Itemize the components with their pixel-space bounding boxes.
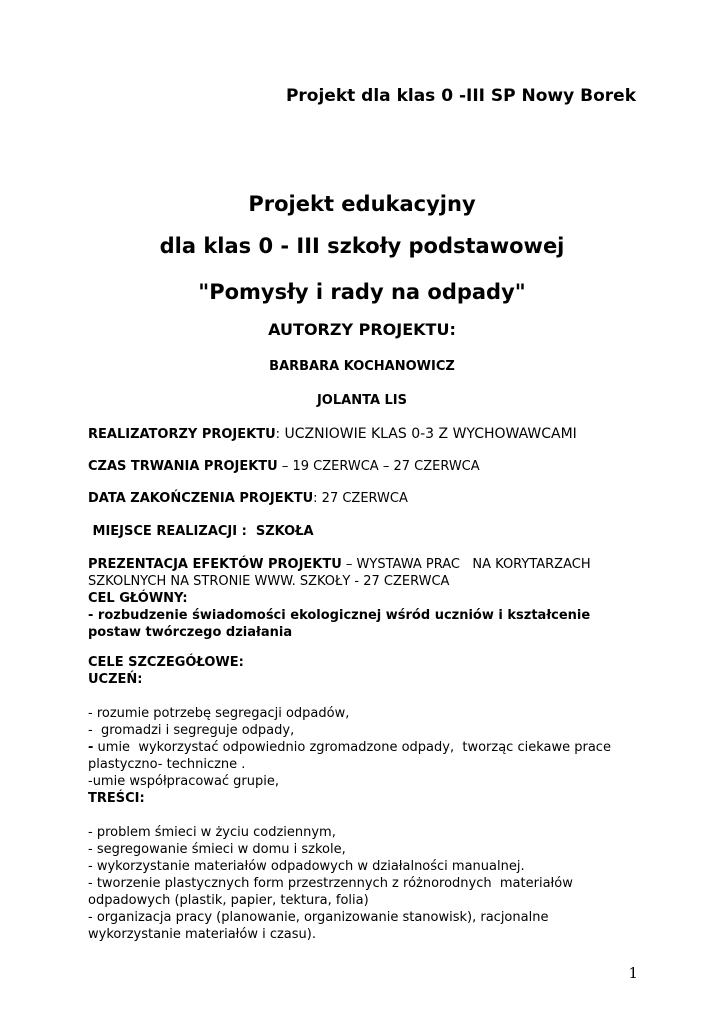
duration-value: – 19 CZERWCA – 27 CZERWCA — [277, 459, 480, 474]
presentation-value-2: SZKOLNYCH NA STRONIE WWW. SZKOŁY - 27 CZERWCA — [88, 574, 450, 589]
duration-field — [88, 459, 480, 474]
goal-item-3-dash: - — [88, 740, 94, 755]
author-name-2: JOLANTA LIS — [316, 393, 408, 408]
goal-item-3: umie wykorzystać odpowiednio zgromadzone odpady, tworząc ciekawe prace — [93, 740, 611, 755]
presentation-block — [88, 556, 591, 641]
contents-item-1: - problem śmieci w życiu codziennym, — [88, 825, 336, 840]
title-line-2: dla klas 0 - III szkoły podstawowej — [159, 234, 565, 258]
realizers-separator: : — [275, 427, 281, 442]
main-goal-line-1: - rozbudzenie świadomości ekologicznej wśród uczniów i kształcenie — [88, 608, 591, 623]
presentation-label: PREZENTACJA EFEKTÓW PROJEKTU — [88, 557, 342, 572]
contents-item-4-line-2: odpadowych (plastik, papier, tektura, folia) — [88, 893, 369, 908]
contents-item-4-line-1: - tworzenie plastycznych form przestrzennych z różnorodnych materiałów — [88, 876, 573, 891]
title-line-1: Projekt edukacyjny — [248, 192, 476, 216]
student-subheading: UCZEŃ: — [88, 672, 143, 687]
place-field — [88, 524, 314, 539]
contents-item-5-line-1: - organizacja pracy (planowanie, organizowanie stanowisk), racjonalne — [88, 910, 549, 925]
contents-item-2: - segregowanie śmieci w domu i szkole, — [88, 842, 346, 857]
end-date-field — [88, 491, 408, 506]
contents-item-3: - wykorzystanie materiałów odpadowych w działalności manualnej. — [88, 859, 525, 874]
goal-item-3-cont: plastyczno- techniczne . — [88, 757, 246, 772]
main-goal-line-2: postaw twórczego działania — [88, 625, 293, 640]
detailed-goals-heading: CELE SZCZEGÓŁOWE: — [88, 655, 244, 670]
realizers-label: REALIZATORZY PROJEKTU — [88, 427, 276, 442]
realizers-field — [88, 426, 577, 442]
goal-item-4: -umie współpracować grupie, — [88, 774, 280, 789]
realizers-value: UCZNIOWIE KLAS 0-3 Z WYCHOWAWCAMI — [280, 426, 577, 442]
author-name-1: BARBARA KOCHANOWICZ — [269, 359, 455, 374]
page-number: 1 — [628, 964, 638, 982]
goal-item-1: - rozumie potrzebę segregacji odpadów, — [88, 706, 350, 721]
end-date-value: : 27 CZERWCA — [313, 491, 408, 506]
project-header: Projekt dla klas 0 -III SP Nowy Borek — [285, 86, 636, 106]
duration-label: CZAS TRWANIA PROJEKTU — [88, 459, 278, 474]
detailed-goals-block — [88, 654, 611, 943]
end-date-label: DATA ZAKOŃCZENIA PROJEKTU — [88, 491, 314, 506]
contents-item-5-line-2: wykorzystanie materiałów i czasu). — [88, 927, 316, 942]
goal-item-2: - gromadzi i segreguje odpady, — [88, 723, 295, 738]
contents-heading: TREŚCI: — [88, 791, 145, 806]
place-line: MIEJSCE REALIZACJI : SZKOŁA — [88, 524, 314, 539]
presentation-value-1: – WYSTAWA PRAC NA KORYTARZACH — [341, 557, 591, 572]
main-goal-heading: CEL GŁÓWNY: — [88, 591, 188, 606]
authors-heading: AUTORZY PROJEKTU: — [268, 320, 456, 339]
title-line-3: "Pomysły i rady na odpady" — [198, 280, 526, 304]
